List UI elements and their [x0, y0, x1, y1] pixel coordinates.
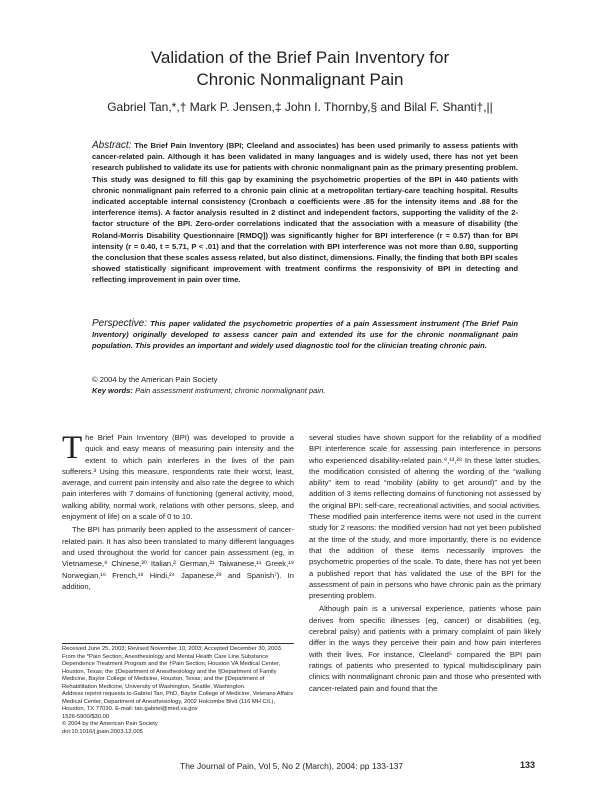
left-column [62, 432, 294, 594]
abstract [92, 140, 518, 286]
footnotes [62, 646, 294, 736]
keywords-text: Pain assessment instrument, chronic nonmalignant pain. [135, 386, 326, 395]
perspective [92, 318, 518, 352]
right-paragraph-2: Although pain is a universal experience, patients whose pain derives from specific illnesses (eg, cancer) or disabilities (eg, cerebral palsy) and patients with a primary complaint of pain likely differ in the ways they perceive their pain and how pain interferes with their lives. For instance, Cleeland⁵ compared the BPI pain ratings of patients who presented to typical multidisciplinary pain clinics with nonmalignant chronic pain and those who presented with cancer-related pain and found that the [309, 604, 541, 693]
reprint-address: Address reprint requests to Gabriel Tan, PhD, Baylor College of Medicine, Veterans Affairs Medical Center, Department of Anesthesiology, 2002 Holcombe Blvd (116 MH C/L), Houston, TX 77030. E-mail: tan.gabriel@med.va.gov [62, 691, 294, 712]
keywords [92, 385, 518, 396]
keywords-label: Key words: [92, 386, 133, 395]
affiliations: From the *Pain Section, Anesthesiology and Mental Health Care Line Substance Dependence Treatment Program and the †Pain Section, Houston VA Medical Center, Houston, Texas; the ‡Department of Anesthesiology and the §Department of Family Medicine, Baylor College of Medicine, Houston, Texas; and the ||Department of Rehabilitation Medicine, University of Washington, Seattle, Washington. [62, 653, 281, 690]
received-dates: Received June 25, 2003; Revised November 10, 2003; Accepted December 30, 2003. [62, 646, 283, 652]
paper-title-line-1: Validation of the Brief Pain Inventory for [150, 48, 450, 67]
paper-title-line-2: Chronic Nonmalignant Pain [196, 70, 404, 89]
abstract-text: The Brief Pain Inventory (BPI; Cleeland and associates) has been used primarily to assess patients with cancer-related pain. Although it has been validated in many languages and is widely used, there has not yet been research published to validate its use for patients with chronic nonmalignant pain as the primary presenting problem. This study was designed to fill this gap by examining the psychometric properties of the BPI in 440 patients with chronic nonmalignant pain referred to a chronic pain clinic at a metropolitan tertiary-care teaching hospital. Results indicated acceptable internal consistency (Cronbach α coefficients were .85 for the intensity items and .88 for the interference items). A factor analysis resulted in 2 distinct and independent factors, supporting the validity of the 2-factor structure of the BPI. Zero-order correlations indicated that the association with a measure of disability (the Roland-Morris Disability Questionnaire [RMDQ]) was significantly higher for BPI interference (r = 0.57) than for BPI intensity (r = 0.40, t = 5.71, P < .01) and that the correlation with BPI interference was not more than 0.80, supporting the conclusion that these scales assess related, but also distinct, dimensions. Finally, the finding that both BPI scales showed statistically significant improvement with treatment confirms the responsivity of BPI in detecting and reflecting improvement in pain over time. [92, 141, 518, 285]
journal-footer: The Journal of Pain, Vol 5, No 2 (March), 2004: pp 133-137 [180, 761, 404, 771]
right-column [309, 432, 541, 696]
abstract-label: Abstract: [92, 140, 132, 151]
doi: doi:10.1016/j.jpain.2003.12.005 [62, 728, 143, 735]
right-paragraph-1: several studies have shown support for the reliability of a modified BPI interference scale for assessing pain interference in persons who experienced disability-related pain.⁹,¹³,²⁸ In these latter studies, the modification consisted of altering the wording of the “walking ability” item to read “mobility (ability to get around)” and by the addition of 3 items reflecting domains of functioning not assessed by the original BPI: self-care, recreational activities, and social activities. These modified pain interference items were not used in the current study for 2 reasons: the modified version had not yet been published at the time of the study, and more importantly, there is no evidence that the addition of these items necessarily improves the psychometric properties of the scale. To date, there has not yet been a published report that has validated the use of the BPI for the assessment of pain in persons who have chronic pain as the primary presenting problem. [309, 433, 541, 601]
intro-paragraph-2: The BPI has primarily been applied to the assessment of cancer-related pain. It has also been translated to many different languages and used throughout the world for cancer pain assessment (eg, in Vietnamese,⁸ Chinese,³⁰ Italian,² German,²¹ Taiwanese,¹¹ Greek,¹⁹ Norwegian,¹⁶ French,¹⁸ Hindi,²⁴ Japanese,²⁹ and Spanish⁷). In addition, [62, 525, 294, 591]
page-number: 133 [520, 760, 536, 770]
drop-cap: T [62, 430, 83, 466]
intro-paragraph-1 [62, 432, 294, 522]
perspective-label: Perspective: [92, 318, 148, 329]
footnote-copyright: © 2004 by the American Pain Society [62, 721, 158, 727]
footnote-divider [62, 643, 294, 644]
abstract-copyright: © 2004 by the American Pain Society [92, 375, 218, 384]
author-list: Gabriel Tan,*,† Mark P. Jensen,‡ John I. Thornby,§ and Bilal F. Shanti†,|| [107, 100, 493, 114]
intro-paragraph-1-text: he Brief Pain Inventory (BPI) was developed to provide a quick and easy means of measuring pain intensity and the extent to which pain interferes in the lives of the pain sufferers.³ Using this measure, respondents rate their worst, least, average, and current pain intensity and also rate the degree to which pain interferes with 7 domains of functioning (general activity, mood, walking ability, normal work, relations with other persons, sleep, and enjoyment of life) on a scale of 0 to 10. [62, 433, 294, 522]
issn: 1526-5900/$30.00 [62, 713, 110, 720]
perspective-text: This paper validated the psychometric properties of a pain Assessment instrument (The Brief Pain Inventory) originally developed to assess cancer pain and extended its use for the chronic nonmalignant pain population. This provides an important and widely used diagnostic tool for the clinician treating chronic pain. [92, 319, 518, 351]
